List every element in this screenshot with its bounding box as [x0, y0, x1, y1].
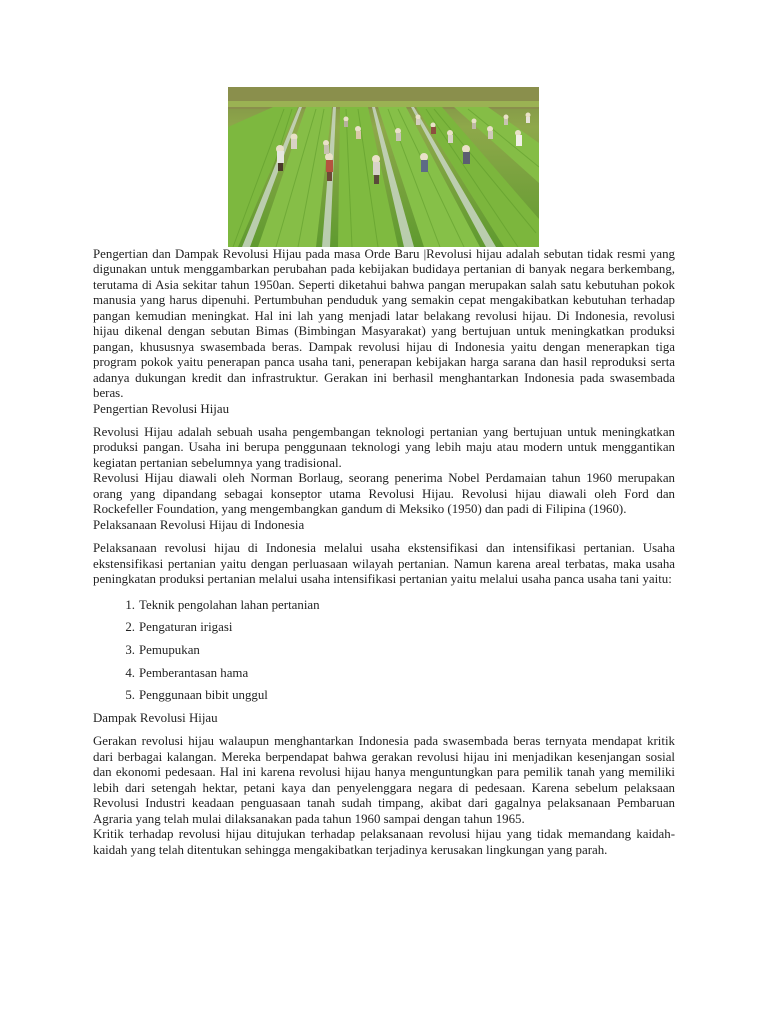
- list-number: 4.: [125, 665, 135, 680]
- list-item: [125, 639, 675, 662]
- list-item: [125, 594, 675, 617]
- heading-pengertian: Pengertian Revolusi Hijau: [93, 401, 230, 416]
- list-number: 3.: [125, 642, 135, 657]
- dampak-paragraph-2: Kritik terhadap revolusi hijau ditujukan terhadap pelaksanaan revolusi hijau yang tidak memandang kaidah-kaidah yang telah ditentukan sehingga mengakibatkan terjadinya kerusakan lingkungan yang parah.: [93, 827, 675, 857]
- list-item-text: Pemberantasan hama: [139, 665, 249, 680]
- dampak-paragraph-1: Gerakan revolusi hijau walaupun menghantarkan Indonesia pada swasembada beras ternyata mendapat kritik dari berbagai kalangan. Mereka berpendapat bahwa gerakan revolusi hijau ini menjadikan kesenjangan sosial dan ekonomi pedesaan. Hal ini karena revolusi hijau hanya menguntungkan para pemilik tanah yang memiliki lebih dari setengah hektar, petani kaya dan penyelenggara negara di pedesaan. Karena sebelum pelaksaan Revolusi Industri keadaan penguasaan tanah sudah timpang, akibat dari gagalnya pelaksanaan Pembaruan Agraria yang telah mulai dilaksanakan pada tahun 1960 sampai dengan tahun 1965.: [93, 734, 675, 826]
- pengertian-paragraph-2: Revolusi Hijau diawali oleh Norman Borlaug, seorang penerima Nobel Perdamaian tahun 1960 merupakan orang yang dipandang sebagai konseptor utama Revolusi Hijau. Revolusi hijau diawali oleh Ford dan Rockefeller Foundation, yang mengembangkan gandum di Meksiko (1950) dan padi di Filipina (1960).: [93, 471, 675, 517]
- list-item: [125, 616, 675, 639]
- heading-dampak: Dampak Revolusi Hijau: [93, 710, 218, 725]
- list-number: 2.: [125, 620, 135, 635]
- heading-pelaksanaan: Pelaksanaan Revolusi Hijau di Indonesia: [93, 517, 305, 532]
- list-item-text: Pemupukan: [139, 642, 200, 657]
- list-number: 5.: [125, 688, 135, 703]
- panca-usaha-tani-list: [93, 594, 675, 707]
- list-item-text: Pengaturan irigasi: [139, 620, 233, 635]
- list-item-text: Penggunaan bibit unggul: [139, 688, 268, 703]
- pengertian-paragraph-1: Revolusi Hijau adalah sebuah usaha pengembangan teknologi pertanian yang bertujuan untuk meningkatkan produksi pangan. Usaha ini berupa penggunaan teknologi yang lebih maju atau modern untuk menggantikan kegiatan pertanian sebelumnya yang tradisional.: [93, 424, 675, 470]
- list-item-text: Teknik pengolahan lahan pertanian: [139, 597, 320, 612]
- list-number: 1.: [125, 597, 135, 612]
- rice-field-photo: [228, 87, 539, 247]
- document-body: [93, 247, 675, 858]
- list-item: [125, 662, 675, 685]
- intro-paragraph: Pengertian dan Dampak Revolusi Hijau pada masa Orde Baru |Revolusi hijau adalah sebutan tidak resmi yang digunakan untuk menggambarkan perubahan pada kebijakan budidaya pertanian di banyak negara berkembang, terutama di Asia sekitar tahun 1950an. Seperti diketahui bahwa pangan merupakan salah satu kebutuhan pokok manusia yang harus dipenuhi. Pertumbuhan penduduk yang semakin cepat mengakibatkan kebutuhan terhadap pangan kemudian meningkat. Hal ini lah yang menjadi latar belakang revolusi hijau. Di Indonesia, revolusi hijau dikenal dengan sebutan Bimas (Bimbingan Masyarakat) yang bertujuan untuk meningkatkan produksi pangan, khususnya swasembada beras. Dampak revolusi hijau di Indonesia yaitu dengan menerapkan tiga program pokok yaitu penerapan panca usaha tani, penerapan kebijakan harga sarana dan hasil reproduksi serta adanya dukungan kredit dan infrastruktur. Gerakan ini berhasil menghantarkan Indonesia pada swasembada beras.: [93, 247, 675, 401]
- pelaksanaan-paragraph: Pelaksanaan revolusi hijau di Indonesia melalui usaha ekstensifikasi dan intensifikasi pertanian. Usaha ekstensifikasi pertanian yaitu dengan perluasaan wilayah pertanian. Namun karena areal terbatas, maka usaha peningkatan produksi pertanian melalui usaha intensifikasi pertanian yaitu melalui usaha panca usaha tani yaitu:: [93, 541, 675, 587]
- list-item: [125, 684, 675, 707]
